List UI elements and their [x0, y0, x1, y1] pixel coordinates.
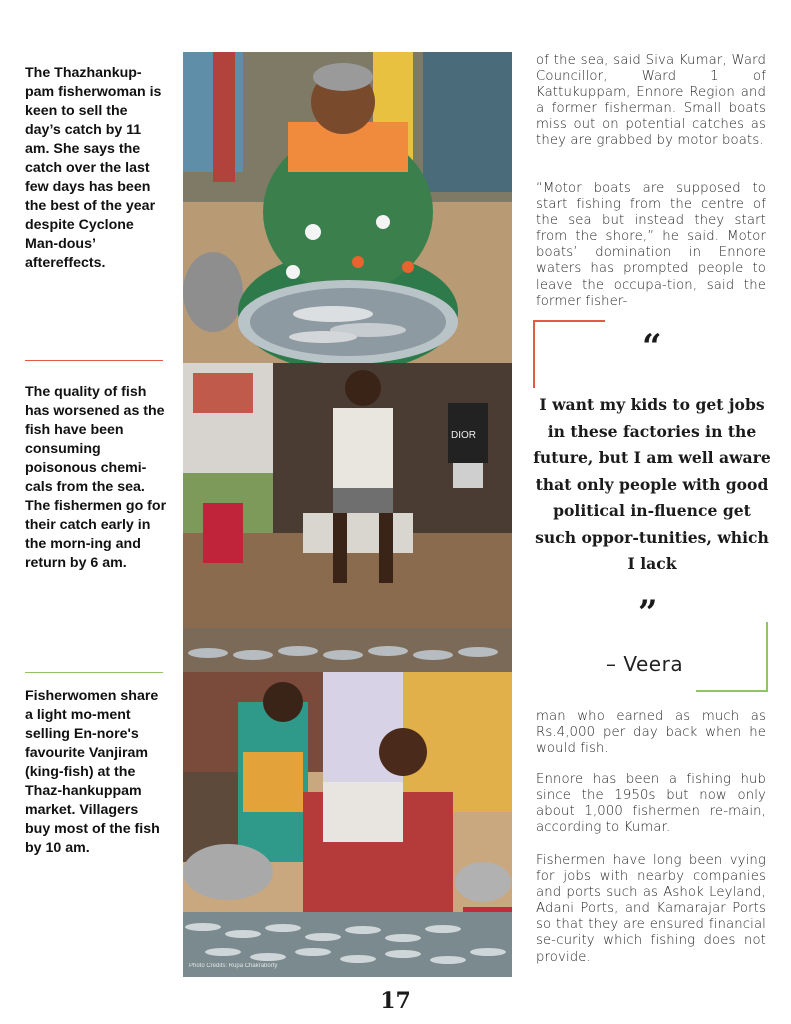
body-paragraph-5: Fishermen have long been vying for jobs with nearby companies and ports such as Ashok Leyland, Adani Ports, and Kamarajar Ports so that they are ensured financial se-curity which fishing does not provide.	[536, 853, 766, 965]
body-paragraph-4: Ennore has been a fishing hub since the 1950s but now only about 1,000 fishermen re-main, according to Kumar.	[536, 772, 766, 836]
photo-caption-1: The Thazhankup-pam fisherwoman is keen to sell the day’s catch by 11 am. She says the catch over the last few days has been the best of the year despite Cyclone Man-dous’ aftereffects.	[25, 65, 162, 271]
shirt-text: DIOR	[451, 430, 476, 441]
caption-divider-red	[25, 360, 163, 361]
body-paragraph-2: “Motor boats are supposed to start fishing from the centre of the sea but instead they start from the shore,” he said. Motor boats’ domination in Ennore waters has prompted people to leave the occupa-tion, said the former fisher-	[536, 181, 766, 309]
photo-fisherwoman-with-catch	[183, 52, 512, 363]
photo-fisherman-seated	[183, 363, 512, 672]
page-number: 17	[380, 988, 411, 1014]
pullquote-bracket-top-left	[533, 320, 605, 388]
pullquote-text: I want my kids to get jobs in these factories in the future, but I am well aware that only people with good political in-fluence get such oppor-tunities, which I lack	[533, 395, 771, 573]
caption-divider-green	[25, 672, 163, 673]
photo-caption-2: The quality of fish has worsened as the fish have been consuming poisonous chemi-cals from the sea. The fishermen go for their catch early in the morn-ing and return by 6 am.	[25, 384, 167, 571]
open-quote-mark: “	[642, 327, 662, 367]
photo-fisherwomen-market	[183, 672, 512, 977]
photo-credit: Photo Credits: Rupa Chakraborty	[189, 963, 278, 969]
photo-caption-3: Fisherwomen share a light mo-ment selling En-nore's favourite Vanjiram (king-fish) at the Thaz-hankuppam market. Villagers buy most of the fish by 10 am.	[25, 688, 160, 856]
body-paragraph-3: man who earned as much as Rs.4,000 per day back when he would fish.	[536, 709, 766, 757]
close-quote-mark: ”	[638, 593, 658, 633]
body-paragraph-1: of the sea, said Siva Kumar, Ward Councillor, Ward 1 of Kattukuppam, Ennore Region and a former fisherman. Small boats miss out on potential catches as they are grabbed by motor boats.	[536, 53, 766, 149]
pullquote-bracket-bottom-right	[696, 622, 768, 692]
pullquote-author: – Veera	[606, 652, 684, 676]
